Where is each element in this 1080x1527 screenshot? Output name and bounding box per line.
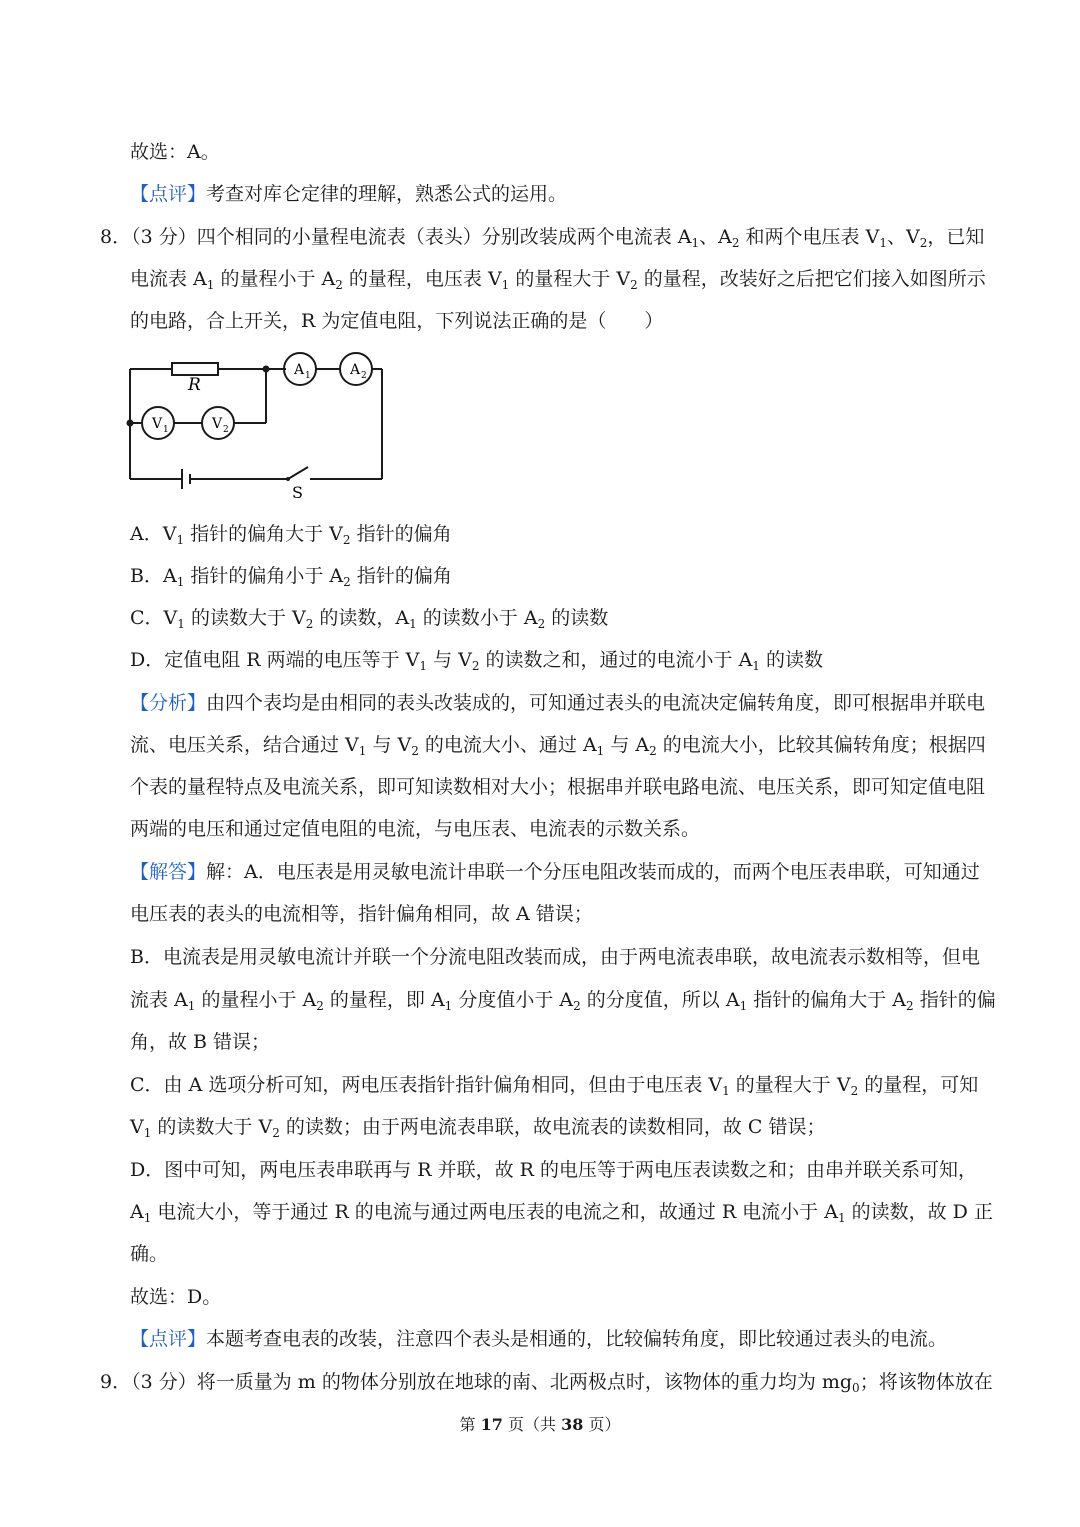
answer-line8: D．图中可知，两电压表串联再与 R 并联，故 R 的电压等于两电压表读数之和；由串并联关系可知， (130, 1159, 978, 1181)
page-number: 17 (480, 1415, 503, 1434)
answer-tag: 【解答】 (130, 861, 207, 883)
answer-line4: 流表 $A_1$ 的量程小于 $A_2$ 的量程，即 $A_1$ 分度值小于 $A_2$ 的分度值，所以 $A_1$ 指针的偏角大于 $A_2$ 指针的偏 (130, 989, 996, 1013)
option-c: C．$V_1$ 的读数大于 $V_2$ 的读数，$A_1$ 的读数小于 $A_2$ 的读数 (130, 607, 609, 631)
answer-line5: 角，故 B 错误； (130, 1031, 271, 1053)
review-tag: 【点评】 (130, 183, 207, 205)
analysis-line2: 流、电压关系，结合通过 $V_1$ 与 $V_2$ 的电流大小、通过 $A_1$ 与 $A_2$ 的电流大小，比较其偏转角度；根据四 (130, 734, 986, 758)
svg-text:2: 2 (361, 371, 367, 381)
review-q8: 【点评】本题考查电表的改装，注意四个表头是相通的，比较偏转角度，即比较通过表头的电流。 (130, 1328, 948, 1350)
switch-icon (288, 467, 308, 479)
answer-line3: B．电流表是用灵敏电流计并联一个分流电阻改装而成，由于两电流表串联，故电流表示数相等，但电 (130, 946, 980, 968)
q8-stem-line1: 8．（3 分）四个相同的小量程电流表（表头）分别改装成两个电流表 $A_1$、$A_2$ 和两个电压表 $V_1$、$V_2$，已知 (100, 226, 985, 250)
answer-line10: 确。 (130, 1243, 169, 1265)
q8-stem-line3: 的电路，合上开关，R 为定值电阻，下列说法正确的是（ ） (130, 310, 664, 332)
resistor-icon (172, 363, 218, 375)
svg-text:A: A (350, 362, 361, 378)
analysis-tag: 【分析】 (130, 692, 207, 714)
answer-line2: 电压表的表头的电流相等，指针偏角相同，故 A 错误； (130, 903, 593, 925)
svg-text:A: A (294, 362, 305, 378)
review-tag: 【点评】 (130, 1328, 207, 1350)
svg-text:1: 1 (305, 371, 311, 381)
conclusion-q8: 故选：D。 (130, 1286, 222, 1308)
answer-line7: $V_1$ 的读数大于 $V_2$ 的读数；由于两电流表串联，故电流表的读数相同，故 C 错误； (130, 1116, 826, 1140)
analysis-line4: 两端的电压和通过定值电阻的电流，与电压表、电流表的示数关系。 (130, 818, 701, 840)
review-q7: 【点评】考查对库仑定律的理解，熟悉公式的运用。 (130, 183, 568, 205)
answer-line6: C．由 A 选项分析可知，两电压表指针指针偏角相同，但由于电压表 $V_1$ 的量程大于 $V_2$ 的量程，可知 (130, 1074, 979, 1098)
analysis-line1: 【分析】由四个表均是由相同的表头改装成的，可知通过表头的电流决定偏转角度，即可根据串并联电 (130, 692, 986, 714)
option-a: A．$V_1$ 指针的偏角大于 $V_2$ 指针的偏角 (130, 523, 452, 547)
switch-label: S (292, 483, 303, 502)
option-b: B．$A_1$ 指针的偏角小于 $A_2$ 指针的偏角 (130, 565, 452, 589)
svg-text:V: V (152, 416, 163, 432)
analysis-line3: 个表的量程特点及电流关系，即可知读数相对大小；根据串并联电路电流、电压关系，即可知定值电阻 (130, 776, 986, 798)
svg-text:2: 2 (223, 425, 229, 435)
resistor-label: R (188, 375, 201, 395)
conclusion-q7: 故选：A。 (130, 141, 220, 163)
page-total: 38 (561, 1415, 584, 1434)
page-footer: 第 17 页（共 38 页） (459, 1415, 621, 1434)
q9-stem-line1: 9．（3 分）将一质量为 m 的物体分别放在地球的南、北两极点时，该物体的重力均为 $mg_0$；将该物体放在 (100, 1371, 993, 1395)
svg-text:V: V (212, 416, 223, 432)
circuit-diagram (120, 345, 400, 505)
answer-line1: 【解答】解：A．电压表是用灵敏电流计串联一个分压电阻改装而成的，而两个电压表串联，可知通过 (130, 861, 980, 883)
answer-line9: $A_1$ 电流大小，等于通过 R 的电流与通过两电压表的电流之和，故通过 R 电流小于 $A_1$ 的读数，故 D 正 (130, 1201, 993, 1225)
option-d: D．定值电阻 R 两端的电压等于 $V_1$ 与 $V_2$ 的读数之和，通过的电流小于 $A_1$ 的读数 (130, 649, 823, 673)
svg-text:1: 1 (163, 425, 169, 435)
q8-stem-line2: 电流表 $A_1$ 的量程小于 $A_2$ 的量程，电压表 $V_1$ 的量程大于 $V_2$ 的量程，改装好之后把它们接入如图所示 (130, 268, 986, 292)
